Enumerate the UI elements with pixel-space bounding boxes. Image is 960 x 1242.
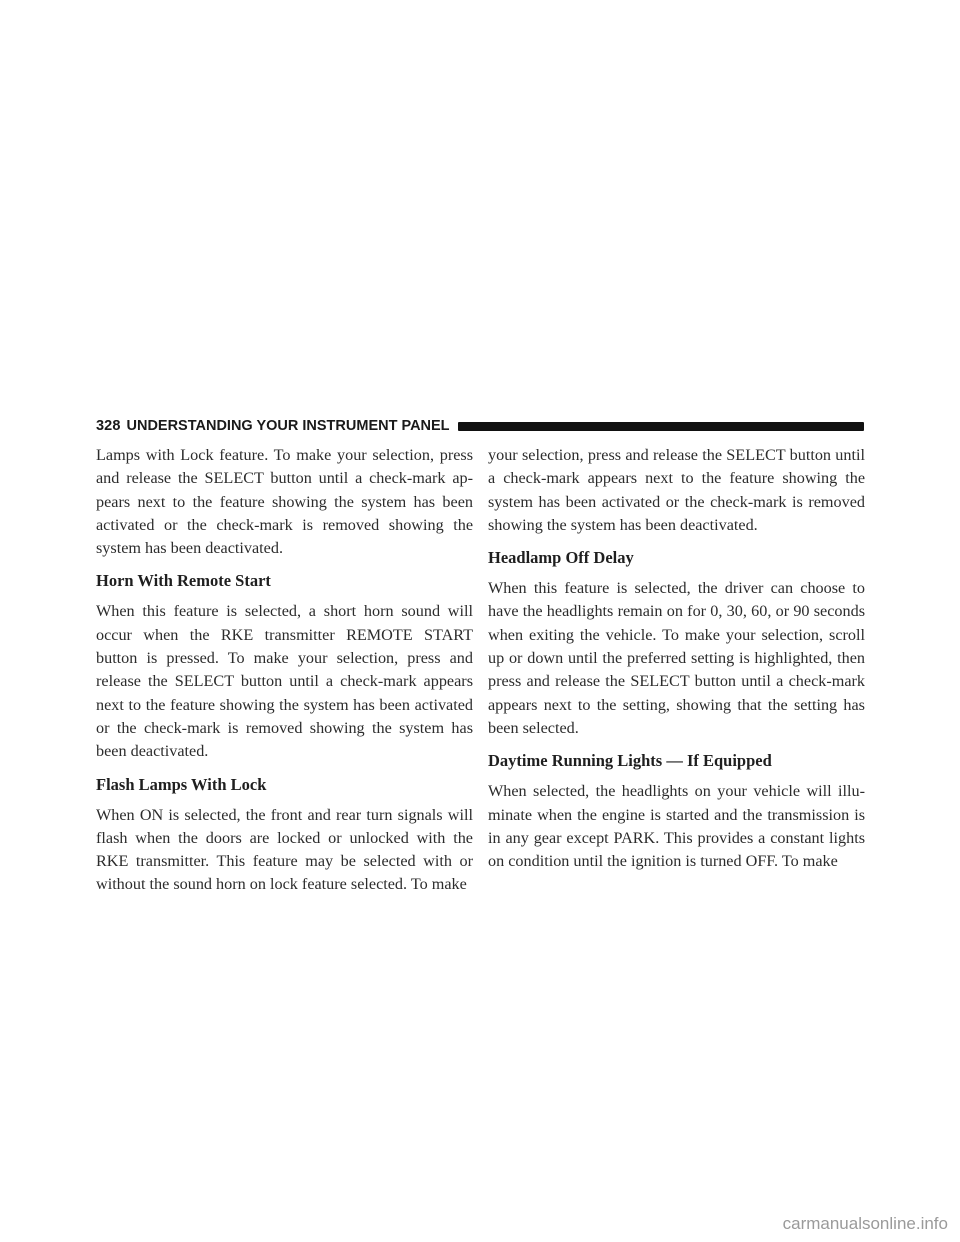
paragraph-horn-with-remote-start: When this feature is selected, a short horn sound will occur when the RKE transmitter REMOTE START button is pressed. To make your selection, press and release the SELECT button until a check-mark appears next to the feature showing the system has been activated or the check-mark is removed showing the system has been deactivated. xyxy=(96,602,473,761)
page-header xyxy=(96,416,864,436)
header-rule xyxy=(458,422,864,431)
heading-headlamp-off-delay: Headlamp Off Delay xyxy=(488,548,634,568)
right-column xyxy=(488,444,865,883)
paragraph-lamps-with-lock-continued: Lamps with Lock feature. To make your selection, press and release the SELECT button until a check-mark ap-pears next to the feature showing the system has been activated or the check-mark is removed showing the system has been deactivated. xyxy=(96,446,473,558)
heading-horn-with-remote-start: Horn With Remote Start xyxy=(96,571,271,591)
page-number: 328 xyxy=(96,418,121,434)
paragraph-daytime-running-lights: When selected, the headlights on your vehicle will illu-minate when the engine is started and the transmission is in any gear except PARK. This provides a constant lights on condition until the ignition is turned OFF. To make xyxy=(488,782,865,871)
paragraph-flash-lamps-continued: your selection, press and release the SELECT button until a check-mark appears next to the feature showing the system has been activated or the check-mark is removed showing the system has been deactivated. xyxy=(488,446,865,534)
watermark-text: carmanualsonline.info xyxy=(782,1214,948,1233)
left-column xyxy=(96,444,473,907)
heading-daytime-running-lights: Daytime Running Lights — If Equipped xyxy=(488,751,772,771)
heading-flash-lamps-with-lock: Flash Lamps With Lock xyxy=(96,774,267,794)
paragraph-headlamp-off-delay: When this feature is selected, the driver can choose to have the headlights remain on for 0, 30, 60, or 90 seconds when exiting the vehicle. To make your selection, scroll up or down until the preferred setting is highlighted, then press and release the SELECT button until a check-mark appears next to the setting, showing that the setting has been selected. xyxy=(488,579,865,737)
paragraph-flash-lamps-with-lock: When ON is selected, the front and rear turn signals will flash when the doors are locked or unlocked with the RKE transmitter. This feature may be selected with or without the sound horn on lock feature selected. To make xyxy=(96,805,473,894)
section-title: UNDERSTANDING YOUR INSTRUMENT PANEL xyxy=(126,418,450,434)
